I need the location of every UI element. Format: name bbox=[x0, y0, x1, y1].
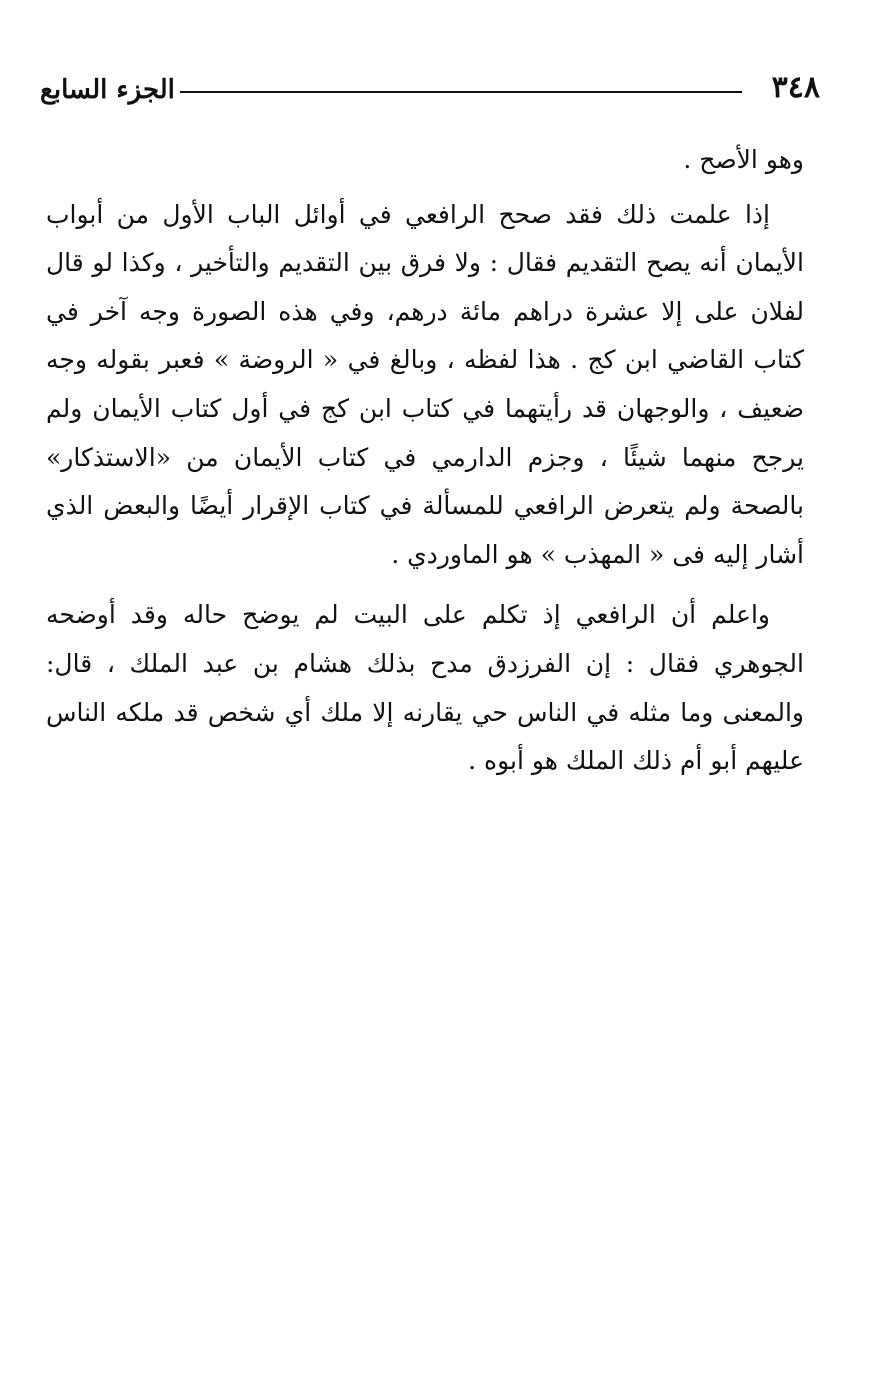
page-header bbox=[40, 66, 820, 116]
header-rule bbox=[180, 91, 742, 93]
paragraph: إذا علمت ذلك فقد صحح الرافعي في أوائل الباب الأول من أبواب الأيمان أنه يصح التقديم فقال : ولا فرق بين التقديم والتأخير ، وكذا لو قال لفلان على إلا عشرة دراهم مائة درهم، وفي هذه الصورة وجه آخر في كتاب القاضي ابن كج . هذا لفظه ، وبالغ في « الروضة » فعبر بقوله وجه ضعيف ، والوجهان قد رأيتهما في كتاب ابن كج في أول كتاب الأيمان ولم يرجح منهما شيئًا ، وجزم الدارمي في كتاب الأيمان من «الاستذكار» بالصحة ولم يتعرض الرافعي للمسألة في كتاب الإقرار أيضًا والبعض الذي أشار إليه فى « المهذب » هو الماوردي . bbox=[46, 199, 804, 569]
paragraph: واعلم أن الرافعي إذ تكلم على البيت لم يوضح حاله وقد أوضحه الجوهري فقال : إن الفرزدق مدح بذلك هشام بن عبد الملك ، قال: والمعنى وما مثله في الناس حي يقارنه إلا ملك أي شخص قد ملكه الناس عليهم أبو أم ذلك الملك هو أبوه . bbox=[46, 600, 804, 776]
body-text bbox=[46, 136, 804, 786]
part-title: الجزء السابع bbox=[40, 75, 175, 105]
paragraph: وهو الأصح . bbox=[683, 145, 804, 174]
page-number: ٣٤٨ bbox=[771, 70, 820, 105]
